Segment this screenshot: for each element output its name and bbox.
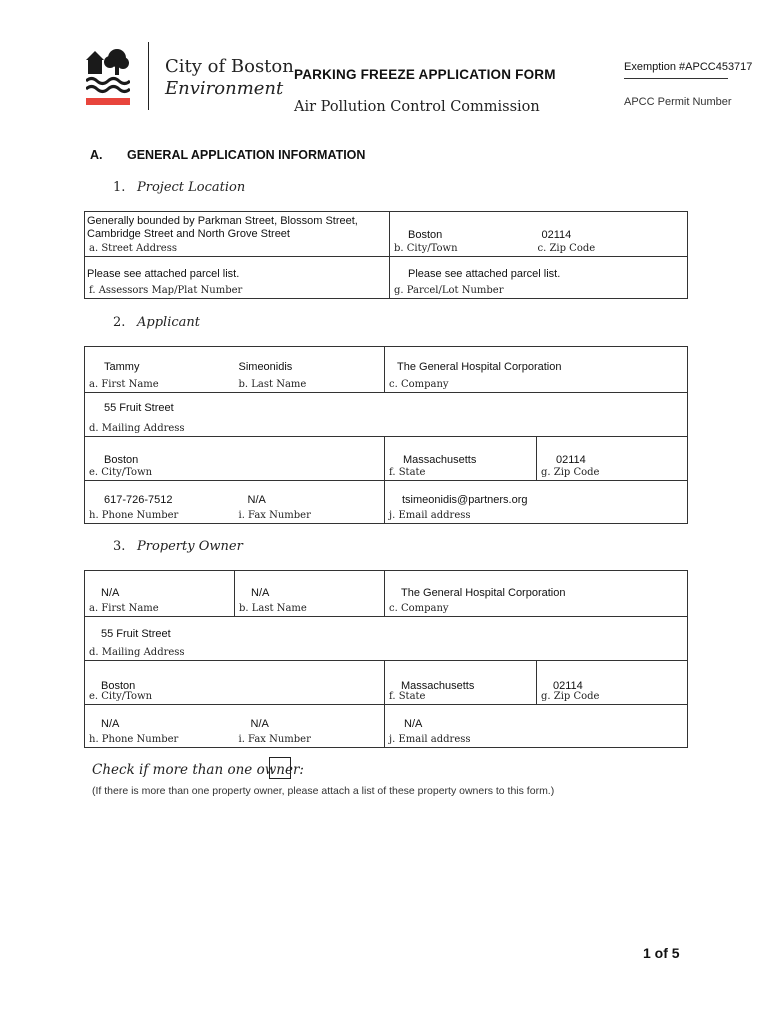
applicant-fax-field[interactable]: [235, 481, 385, 524]
exemption-number: Exemption #APCC453717: [624, 61, 753, 73]
owner-last-name-label: b. Last Name: [239, 603, 307, 614]
owner-zip-field[interactable]: [537, 661, 688, 705]
permit-number-label: APCC Permit Number: [624, 96, 732, 108]
applicant-state-label: f. State: [389, 467, 426, 478]
zip-label: c. Zip Code: [537, 243, 596, 254]
owner-state-field[interactable]: [385, 661, 537, 705]
project-location-table: [84, 211, 688, 299]
applicant-last-name-field[interactable]: [235, 347, 385, 393]
applicant-email-label: j. Email address: [389, 510, 471, 521]
owner-last-name-field[interactable]: [235, 571, 385, 617]
zip-field[interactable]: [538, 212, 688, 257]
applicant-fax-label: i. Fax Number: [238, 510, 311, 521]
owner-city-value: Boston: [101, 680, 136, 692]
multi-owner-label: Check if more than one owner:: [92, 762, 304, 778]
section-number: A.: [90, 148, 103, 162]
applicant-city-value: Boston: [104, 454, 139, 466]
owner-phone-value: N/A: [101, 718, 120, 730]
subsection-number: 2.: [113, 315, 126, 330]
subsection-title: Property Owner: [137, 539, 243, 554]
applicant-mailing-value: 55 Fruit Street: [104, 402, 174, 414]
map-plat-value: Please see attached parcel list.: [87, 268, 240, 280]
applicant-phone-field[interactable]: [85, 481, 235, 524]
owner-first-name-field[interactable]: [85, 571, 235, 617]
city-value: Boston: [408, 229, 443, 241]
multi-owner-note: (If there is more than one property owner, please attach a list of these property owners to this form.): [92, 785, 555, 797]
city-field[interactable]: [390, 212, 538, 257]
city-label: b. City/Town: [394, 243, 458, 254]
permit-number-line: [624, 78, 728, 79]
owner-city-label: e. City/Town: [89, 691, 153, 702]
applicant-phone-value: 617-726-7512: [104, 494, 173, 506]
owner-zip-label: g. Zip Code: [541, 691, 600, 702]
applicant-email-field[interactable]: [385, 481, 688, 524]
applicant-last-name-value: Simeonidis: [238, 361, 293, 373]
map-plat-field[interactable]: [85, 257, 390, 299]
owner-mailing-value: 55 Fruit Street: [101, 628, 171, 640]
applicant-city-label: e. City/Town: [89, 467, 153, 478]
street-address-label: a. Street Address: [89, 243, 177, 254]
applicant-first-name-label: a. First Name: [89, 379, 159, 390]
subsection-applicant: [113, 315, 200, 330]
owner-table: [84, 570, 688, 748]
form-subtitle: Air Pollution Control Commission: [294, 99, 540, 115]
parcel-value: Please see attached parcel list.: [408, 268, 561, 280]
subsection-number: 1.: [113, 180, 126, 195]
org-name-line2: Environment: [165, 78, 284, 99]
applicant-mailing-label: d. Mailing Address: [89, 423, 185, 434]
multi-owner-checkbox[interactable]: [269, 757, 291, 779]
subsection-number: 3.: [113, 539, 126, 554]
owner-mailing-field[interactable]: [85, 617, 688, 661]
applicant-first-name-value: Tammy: [104, 361, 140, 373]
owner-company-label: c. Company: [389, 603, 449, 614]
owner-city-field[interactable]: [85, 661, 385, 705]
owner-mailing-label: d. Mailing Address: [89, 647, 185, 658]
owner-phone-label: h. Phone Number: [89, 734, 179, 745]
applicant-company-value: The General Hospital Corporation: [397, 361, 562, 373]
applicant-fax-value: N/A: [247, 494, 266, 506]
owner-email-field[interactable]: [385, 705, 688, 748]
street-address-value: Generally bounded by Parkman Street, Blossom Street, Cambridge Street and North Grove Street: [87, 215, 358, 240]
applicant-email-value: tsimeonidis@partners.org: [402, 494, 528, 506]
owner-first-name-value: N/A: [101, 587, 120, 599]
zip-value: 02114: [541, 229, 572, 241]
applicant-first-name-field[interactable]: [85, 347, 235, 393]
applicant-state-value: Massachusetts: [403, 454, 477, 466]
applicant-state-field[interactable]: [385, 437, 537, 481]
header-divider: [148, 42, 149, 110]
subsection-title: Project Location: [137, 180, 246, 195]
street-address-field[interactable]: [85, 212, 390, 257]
subsection-project-location: [113, 180, 245, 195]
owner-fax-label: i. Fax Number: [238, 734, 311, 745]
applicant-last-name-label: b. Last Name: [238, 379, 307, 390]
org-name-line1: City of Boston: [165, 56, 294, 77]
page-number: 1 of 5: [643, 945, 680, 961]
owner-zip-value: 02114: [553, 680, 583, 692]
parcel-field[interactable]: [390, 257, 688, 299]
section-title: GENERAL APPLICATION INFORMATION: [127, 148, 366, 162]
owner-state-value: Massachusetts: [401, 680, 475, 692]
subsection-property-owner: [113, 539, 243, 554]
parcel-label: g. Parcel/Lot Number: [394, 285, 504, 296]
owner-phone-field[interactable]: [85, 705, 235, 748]
applicant-zip-value: 02114: [556, 454, 586, 466]
applicant-table: [84, 346, 688, 524]
applicant-city-field[interactable]: [85, 437, 385, 481]
city-of-boston-logo: [86, 46, 130, 106]
owner-state-label: f. State: [389, 691, 426, 702]
owner-email-value: N/A: [404, 718, 423, 730]
form-title: PARKING FREEZE APPLICATION FORM: [294, 67, 556, 82]
subsection-title: Applicant: [137, 315, 200, 330]
owner-first-name-label: a. First Name: [89, 603, 159, 614]
applicant-phone-label: h. Phone Number: [89, 510, 179, 521]
applicant-zip-field[interactable]: [537, 437, 688, 481]
applicant-mailing-field[interactable]: [85, 393, 688, 437]
applicant-company-field[interactable]: [385, 347, 688, 393]
owner-fax-value: N/A: [250, 718, 269, 730]
owner-email-label: j. Email address: [389, 734, 471, 745]
owner-last-name-value: N/A: [251, 587, 270, 599]
owner-company-field[interactable]: [385, 571, 688, 617]
owner-company-value: The General Hospital Corporation: [401, 587, 566, 599]
applicant-zip-label: g. Zip Code: [541, 467, 600, 478]
applicant-company-label: c. Company: [389, 379, 449, 390]
map-plat-label: f. Assessors Map/Plat Number: [89, 285, 243, 296]
owner-fax-field[interactable]: [235, 705, 385, 748]
